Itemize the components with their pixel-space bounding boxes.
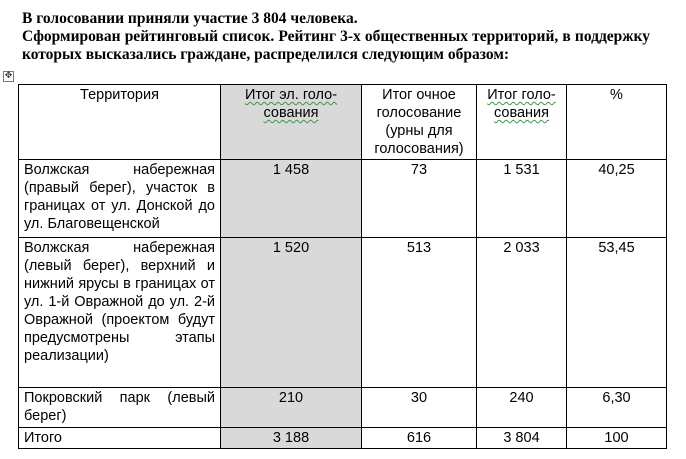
territory-cell: Волжская набережная (левый берег), верхний и нижний ярусы в границах от ул. 1-й Овражной до ул. 2-й Овражной (проектом будут предусмотрены этапы реализации) <box>19 238 221 388</box>
total-cell: 2 033 <box>477 238 567 388</box>
territory-cell: Волжская набережная (правый берег), участок в границах от ул. Донской до ул. Благовещенской <box>19 160 221 238</box>
total-cell: 1 531 <box>477 160 567 238</box>
header-territory: Территория <box>19 85 221 160</box>
percent-cell: 53,45 <box>567 238 667 388</box>
intro-text <box>22 10 650 64</box>
move-cross-icon[interactable]: ✥ <box>4 71 13 81</box>
table-row <box>19 388 667 428</box>
total-cell: 3 804 <box>477 428 567 449</box>
percent-cell: 100 <box>567 428 667 449</box>
electronic-cell: 210 <box>221 388 362 428</box>
table-row <box>19 160 667 238</box>
table-row <box>19 238 667 388</box>
territory-cell: Покровский парк (левый берег) <box>19 388 221 428</box>
table-row-total <box>19 428 667 449</box>
participants-sentence: В голосовании приняли участие 3 804 человека. <box>22 10 358 27</box>
inperson-cell: 616 <box>362 428 477 449</box>
inperson-cell: 73 <box>362 160 477 238</box>
header-electronic: Итог эл. голо-сования <box>221 85 362 160</box>
rating-sentence: Сформирован рейтинговый список. Рейтинг 3-х общественных территорий, в поддержку которых высказались граждане, распределился следующим образом: <box>22 28 650 63</box>
electronic-cell: 1 458 <box>221 160 362 238</box>
territory-cell: Итого <box>19 428 221 449</box>
inperson-cell: 30 <box>362 388 477 428</box>
header-inperson: Итог очное голосование (урны для голосования) <box>362 85 477 160</box>
percent-cell: 40,25 <box>567 160 667 238</box>
total-cell: 240 <box>477 388 567 428</box>
inperson-cell: 513 <box>362 238 477 388</box>
header-percent: % <box>567 85 667 160</box>
electronic-cell: 1 520 <box>221 238 362 388</box>
rating-table <box>18 84 667 449</box>
electronic-cell: 3 188 <box>221 428 362 449</box>
percent-cell: 6,30 <box>567 388 667 428</box>
table-header-row <box>19 85 667 160</box>
header-total: Итог голо-сования <box>477 85 567 160</box>
